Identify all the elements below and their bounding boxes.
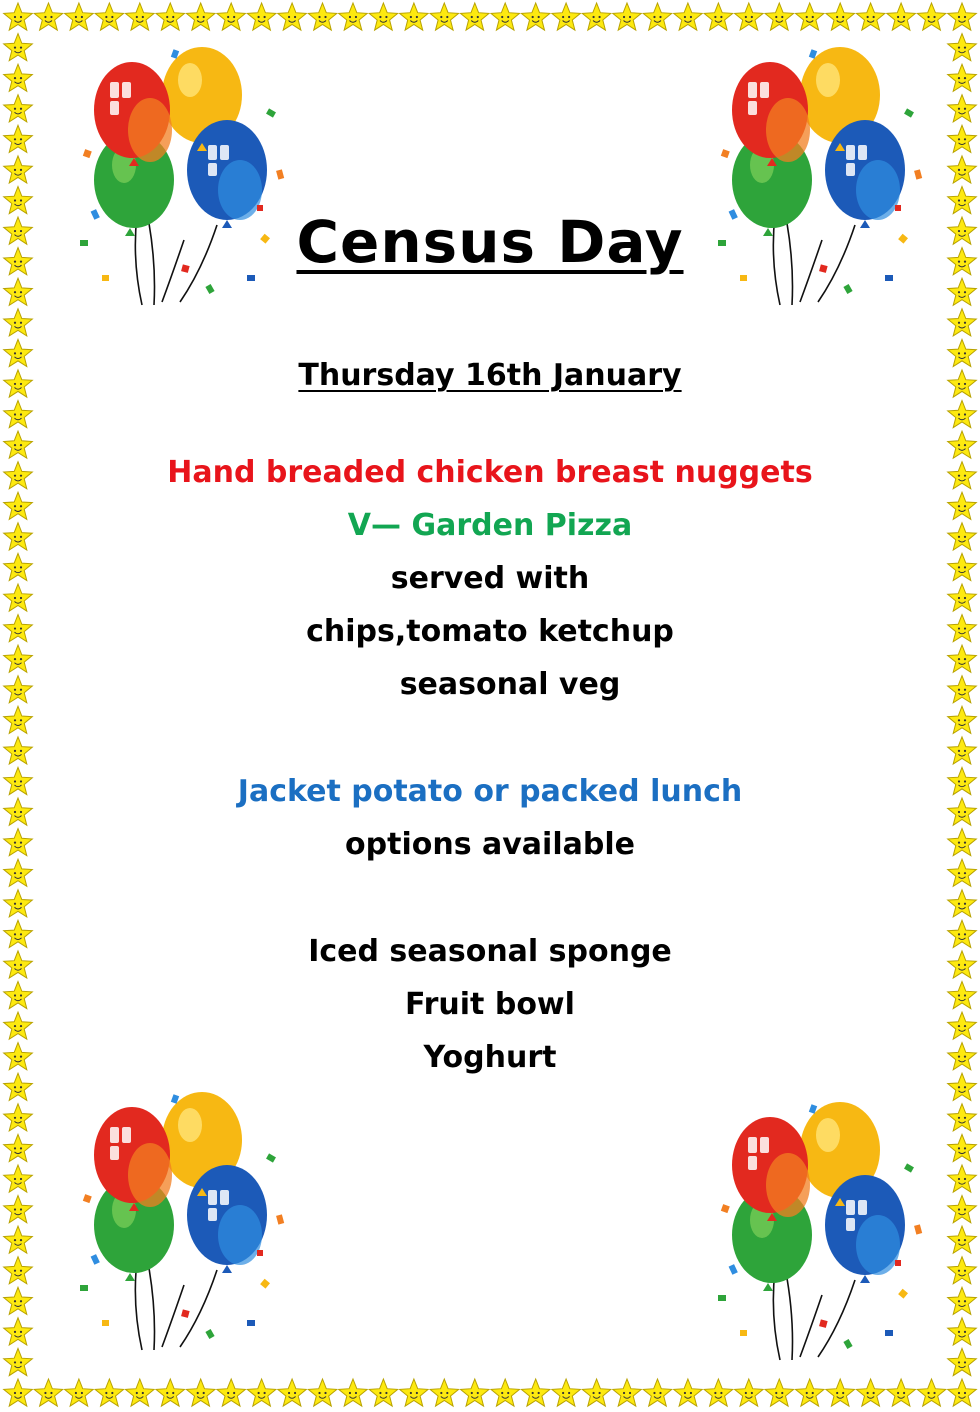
star-icon bbox=[491, 3, 520, 30]
star-icon bbox=[430, 1379, 459, 1406]
star-icon bbox=[948, 1379, 977, 1406]
star-icon bbox=[4, 1104, 33, 1131]
star-icon bbox=[4, 156, 33, 183]
star-icon bbox=[887, 1379, 916, 1406]
star-icon bbox=[948, 1318, 977, 1345]
star-icon bbox=[461, 1379, 490, 1406]
star-icon bbox=[247, 3, 276, 30]
star-icon bbox=[339, 1379, 368, 1406]
star-icon bbox=[156, 1379, 185, 1406]
star-icon bbox=[552, 1379, 581, 1406]
star-icon bbox=[948, 401, 977, 428]
star-icon bbox=[4, 890, 33, 917]
star-icon bbox=[613, 1379, 642, 1406]
star-icon bbox=[826, 1379, 855, 1406]
seasonal-veg-text: seasonal veg bbox=[399, 667, 621, 702]
star-icon bbox=[4, 1379, 33, 1406]
star-icon bbox=[948, 95, 977, 122]
star-icon bbox=[34, 3, 63, 30]
star-icon bbox=[4, 309, 33, 336]
star-icon bbox=[4, 1134, 33, 1161]
star-icon bbox=[887, 3, 916, 30]
star-icon bbox=[186, 3, 215, 30]
vegetarian-option: V— Garden Pizza bbox=[347, 508, 633, 543]
star-icon bbox=[369, 1379, 398, 1406]
star-icon bbox=[156, 3, 185, 30]
star-icon bbox=[34, 1379, 63, 1406]
star-icon bbox=[704, 3, 733, 30]
star-icon bbox=[948, 1196, 977, 1223]
star-icon bbox=[4, 706, 33, 733]
star-icon bbox=[826, 3, 855, 30]
star-icon bbox=[4, 64, 33, 91]
star-icon bbox=[735, 1379, 764, 1406]
served-with-text: served with bbox=[390, 561, 590, 596]
star-icon bbox=[643, 3, 672, 30]
star-icon bbox=[126, 3, 155, 30]
star-icon bbox=[948, 34, 977, 61]
star-icon bbox=[948, 1073, 977, 1100]
star-icon bbox=[613, 3, 642, 30]
star-icon bbox=[948, 1257, 977, 1284]
star-icon bbox=[4, 278, 33, 305]
star-icon bbox=[948, 1226, 977, 1253]
star-icon bbox=[217, 3, 246, 30]
star-icon bbox=[856, 3, 885, 30]
dessert-item: Yoghurt bbox=[423, 1040, 557, 1075]
star-icon bbox=[4, 34, 33, 61]
star-icon bbox=[796, 3, 825, 30]
star-icon bbox=[400, 1379, 429, 1406]
star-icon bbox=[4, 401, 33, 428]
star-icon bbox=[948, 64, 977, 91]
sides-text: chips,tomato ketchup bbox=[306, 614, 674, 649]
star-icon bbox=[4, 1318, 33, 1345]
star-icon bbox=[4, 1348, 33, 1375]
main-option: Hand breaded chicken breast nuggets bbox=[167, 455, 813, 490]
star-icon bbox=[521, 1379, 550, 1406]
star-icon bbox=[948, 890, 977, 917]
star-icon bbox=[4, 1226, 33, 1253]
star-icon bbox=[430, 3, 459, 30]
star-icon bbox=[552, 3, 581, 30]
star-icon bbox=[4, 3, 33, 30]
star-icon bbox=[948, 706, 977, 733]
star-icon bbox=[796, 1379, 825, 1406]
event-date: Thursday 16th January bbox=[298, 358, 682, 393]
star-icon bbox=[643, 1379, 672, 1406]
star-icon bbox=[674, 3, 703, 30]
star-icon bbox=[917, 3, 946, 30]
star-icon bbox=[461, 3, 490, 30]
star-icon bbox=[126, 1379, 155, 1406]
star-icon bbox=[582, 3, 611, 30]
balloon-cluster-icon bbox=[700, 1095, 930, 1365]
star-icon bbox=[4, 95, 33, 122]
star-icon bbox=[217, 1379, 246, 1406]
star-icon bbox=[582, 1379, 611, 1406]
star-icon bbox=[948, 1134, 977, 1161]
dessert-item: Iced seasonal sponge bbox=[308, 934, 672, 969]
star-icon bbox=[521, 3, 550, 30]
star-icon bbox=[704, 1379, 733, 1406]
star-icon bbox=[4, 1257, 33, 1284]
star-icon bbox=[856, 1379, 885, 1406]
star-icon bbox=[4, 1196, 33, 1223]
star-icon bbox=[4, 125, 33, 152]
star-icon bbox=[65, 3, 94, 30]
star-icon bbox=[765, 1379, 794, 1406]
star-icon bbox=[369, 3, 398, 30]
star-icon bbox=[4, 1073, 33, 1100]
star-icon bbox=[308, 3, 337, 30]
star-icon bbox=[491, 1379, 520, 1406]
star-icon bbox=[186, 1379, 215, 1406]
star-icon bbox=[735, 3, 764, 30]
balloon-cluster-icon bbox=[62, 1085, 292, 1355]
star-icon bbox=[4, 1165, 33, 1192]
star-icon bbox=[948, 278, 977, 305]
star-icon bbox=[948, 156, 977, 183]
star-icon bbox=[4, 859, 33, 886]
star-icon bbox=[278, 1379, 307, 1406]
star-icon bbox=[674, 1379, 703, 1406]
star-icon bbox=[95, 3, 124, 30]
alternative-option: Jacket potato or packed lunch bbox=[237, 774, 743, 809]
star-icon bbox=[65, 1379, 94, 1406]
star-icon bbox=[247, 1379, 276, 1406]
star-icon bbox=[948, 125, 977, 152]
star-icon bbox=[765, 3, 794, 30]
star-icon bbox=[948, 309, 977, 336]
star-icon bbox=[278, 3, 307, 30]
star-icon bbox=[948, 1348, 977, 1375]
star-icon bbox=[948, 1287, 977, 1314]
star-icon bbox=[339, 3, 368, 30]
star-icon bbox=[4, 1287, 33, 1314]
poster-title: Census Day bbox=[296, 208, 684, 276]
star-icon bbox=[948, 737, 977, 764]
star-icon bbox=[308, 1379, 337, 1406]
star-icon bbox=[4, 737, 33, 764]
star-icon bbox=[948, 859, 977, 886]
star-icon bbox=[948, 3, 977, 30]
star-icon bbox=[917, 1379, 946, 1406]
dessert-item: Fruit bowl bbox=[405, 987, 575, 1022]
star-icon bbox=[948, 1165, 977, 1192]
alternative-note: options available bbox=[345, 827, 635, 862]
star-icon bbox=[400, 3, 429, 30]
star-icon bbox=[948, 1104, 977, 1131]
star-icon bbox=[95, 1379, 124, 1406]
